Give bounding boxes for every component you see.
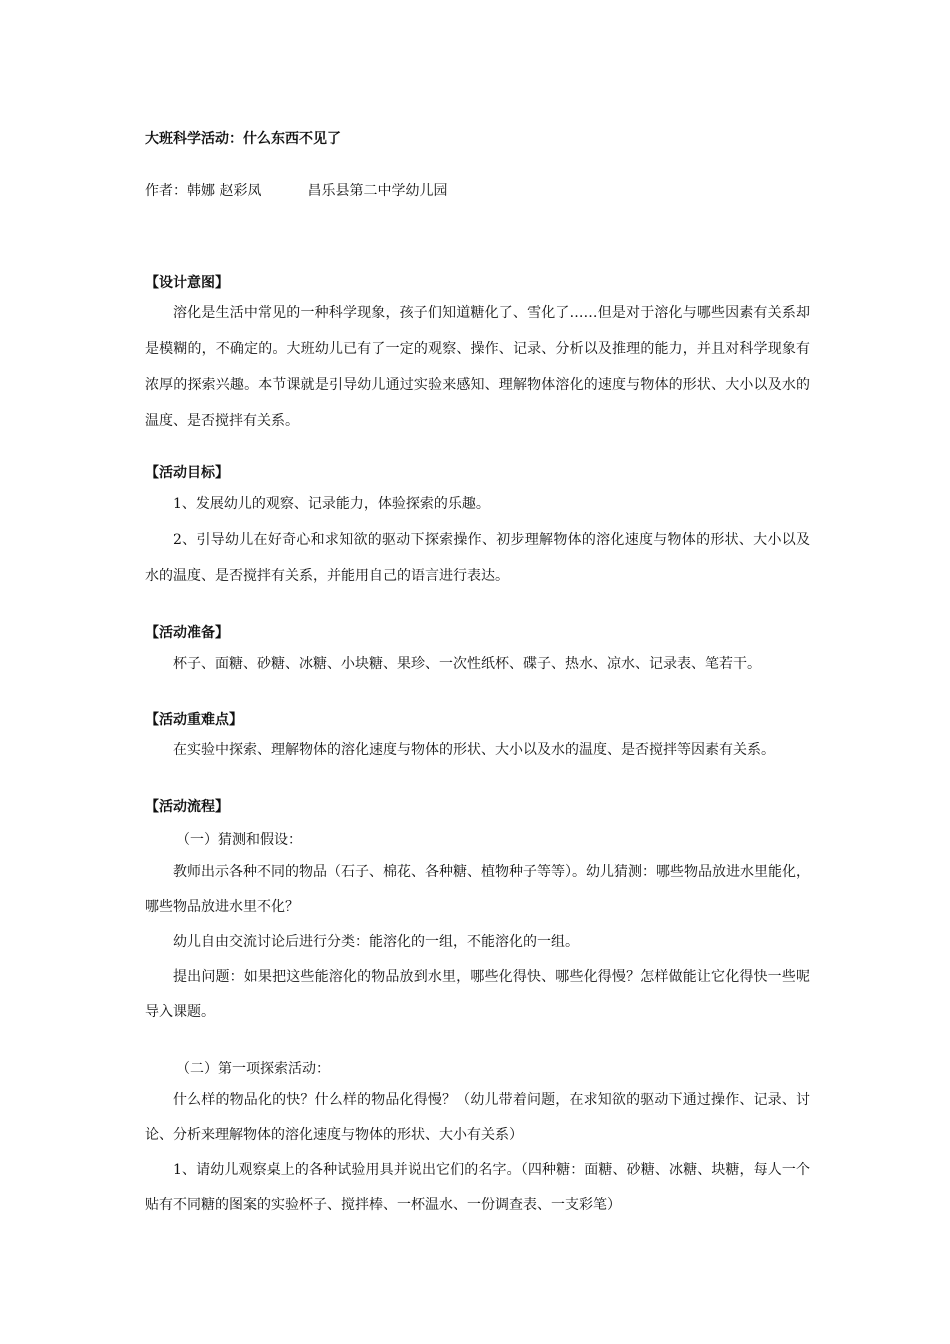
goal-item-1: 1、发展幼儿的观察、记录能力，体验探索的乐趣。 [173,496,490,512]
flow-part2-title: （二）第一项探索活动： [176,1061,330,1077]
author-names: 作者：韩娜 赵彩凤 [145,183,262,199]
paragraph-activity-prep: 杯子、面糖、砂糖、冰糖、小块糖、果珍、一次性纸杯、碟子、热水、凉水、记录表、笔若干。 [173,656,761,672]
paragraph-key-points: 在实验中探索、理解物体的溶化速度与物体的形状、大小以及水的温度、是否搅拌等因素有关系。 [173,742,775,758]
paragraph-design-intent: 溶化是生活中常见的一种科学现象，孩子们知道糖化了、雪化了……但是对于溶化与哪些因素有关系却是模糊的，不确定的。大班幼儿已有了一定的观察、操作、记录、分析以及推理的能力，并且对科学现象有浓厚的探索兴趣。本节课就是引导幼儿通过实验来感知、理解物体溶化的速度与物体的形状、大小以及水的温度、是否搅拌有关系。 [145,305,810,429]
flow-part2-paragraph-1: 什么样的物品化的快？什么样的物品化得慢？（幼儿带着问题，在求知欲的驱动下通过操作、记录、讨论、分析来理解物体的溶化速度与物体的形状、大小有关系） [145,1092,810,1143]
flow-part1-title: （一）猜测和假设： [176,832,302,848]
author-line [145,180,447,200]
flow-part1-paragraph-3: 提出问题：如果把这些能溶化的物品放到水里，哪些化得快、哪些化得慢？怎样做能让它化得快一些呢导入课题。 [145,969,810,1020]
document-title: 大班科学活动：什么东西不见了 [145,131,341,147]
heading-design-intent: 【设计意图】 [145,275,229,291]
heading-key-points: 【活动重难点】 [145,712,243,728]
flow-part1-paragraph-1: 教师出示各种不同的物品（石子、棉花、各种糖、植物种子等等）。幼儿猜测：哪些物品放进水里能化，哪些物品放进水里不化？ [145,864,810,915]
heading-activity-prep: 【活动准备】 [145,625,229,641]
heading-activity-goals: 【活动目标】 [145,465,229,481]
flow-part2-paragraph-2: 1、请幼儿观察桌上的各种试验用具并说出它们的名字。（四种糖：面糖、砂糖、冰糖、块糖，每人一个贴有不同糖的图案的实验杯子、搅拌棒、一杯温水、一份调查表、一支彩笔） [145,1162,810,1213]
flow-part1-paragraph-2: 幼儿自由交流讨论后进行分类：能溶化的一组，不能溶化的一组。 [173,934,579,950]
goal-item-2: 2、引导幼儿在好奇心和求知欲的驱动下探索操作、初步理解物体的溶化速度与物体的形状、大小以及水的温度、是否搅拌有关系，并能用自己的语言进行表达。 [145,532,810,584]
heading-activity-flow: 【活动流程】 [145,799,229,815]
author-school: 昌乐县第二中学幼儿园 [307,183,448,199]
